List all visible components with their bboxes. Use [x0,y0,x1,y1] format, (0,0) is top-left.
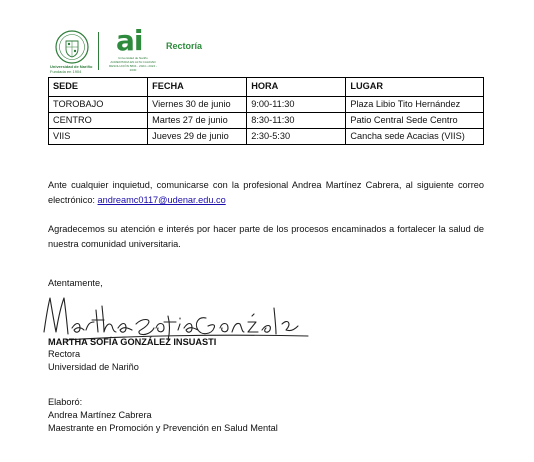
column-header-hora: HORA [247,78,346,97]
university-caption [50,64,92,74]
table-cell-hora: 2:30-5:30 [247,129,346,145]
column-header-sede: SEDE [49,78,148,97]
table-header-row [49,78,484,97]
signer-name: MARTHA SOFÍA GONZÁLEZ INSUASTI [48,337,217,347]
contact-email-link[interactable]: andreamc0117@udenar.edu.co [97,195,226,205]
letterhead-divider [98,32,99,70]
department-name: Rectoría [166,41,203,51]
column-header-fecha: FECHA [148,78,247,97]
table-cell-lugar: Plaza Libio Tito Hernández [346,97,484,113]
letterhead [50,24,254,74]
table-row [49,129,484,145]
schedule-table [48,77,484,145]
table-row [49,113,484,129]
university-caption-name: Universidad de Nariño [50,64,93,69]
table-cell-fecha: Viernes 30 de junio [148,97,247,113]
accreditation-logo [106,24,157,72]
ai-logo-line-1: Universidad de Nariño [118,56,148,60]
table-cell-hora: 8:30-11:30 [247,113,346,129]
column-header-lugar: LUGAR [346,78,484,97]
prepared-by-name: Andrea Martínez Cabrera [48,410,152,420]
ai-logo-line-2: ACREDITADA EN ALTA CALIDAD [110,60,156,64]
signer-role: Rectora [48,349,81,359]
table-cell-fecha: Jueves 29 de junio [148,129,247,145]
contact-paragraph [48,178,484,208]
table-cell-fecha: Martes 27 de junio [148,113,247,129]
prepared-by-role: Maestrante en Promoción y Prevención en Salud Mental [48,423,278,433]
table-row [49,97,484,113]
thanks-paragraph: Agradecemos su atención e interés por hacer parte de los procesos encaminados a fortalecer la salud de nuestra comunidad universitaria. [48,224,484,249]
table-cell-lugar: Patio Central Sede Centro [346,113,484,129]
contact-paragraph-text: Ante cualquier inquietud, comunicarse con la profesional Andrea Martínez Cabrera, al siguiente correo electrónico: [48,180,484,205]
ai-logo-line-3: RESOLUCIÓN 5834 - 2024 • 2024 - 2030 [109,64,157,72]
table-cell-sede: TOROBAJO [49,97,148,113]
signer-organization: Universidad de Nariño [48,362,139,372]
table-cell-sede: CENTRO [49,113,148,129]
university-seal-icon [54,30,90,66]
ai-logo-mark: ai [116,24,143,57]
table-cell-lugar: Cancha sede Acacias (VIIS) [346,129,484,145]
table-cell-sede: VIIS [49,129,148,145]
closing-salutation: Atentamente, [48,278,103,288]
prepared-by-label: Elaboró: [48,397,83,407]
university-caption-sub: Fundada en 1904 [50,69,82,74]
table-cell-hora: 9:00-11:30 [247,97,346,113]
